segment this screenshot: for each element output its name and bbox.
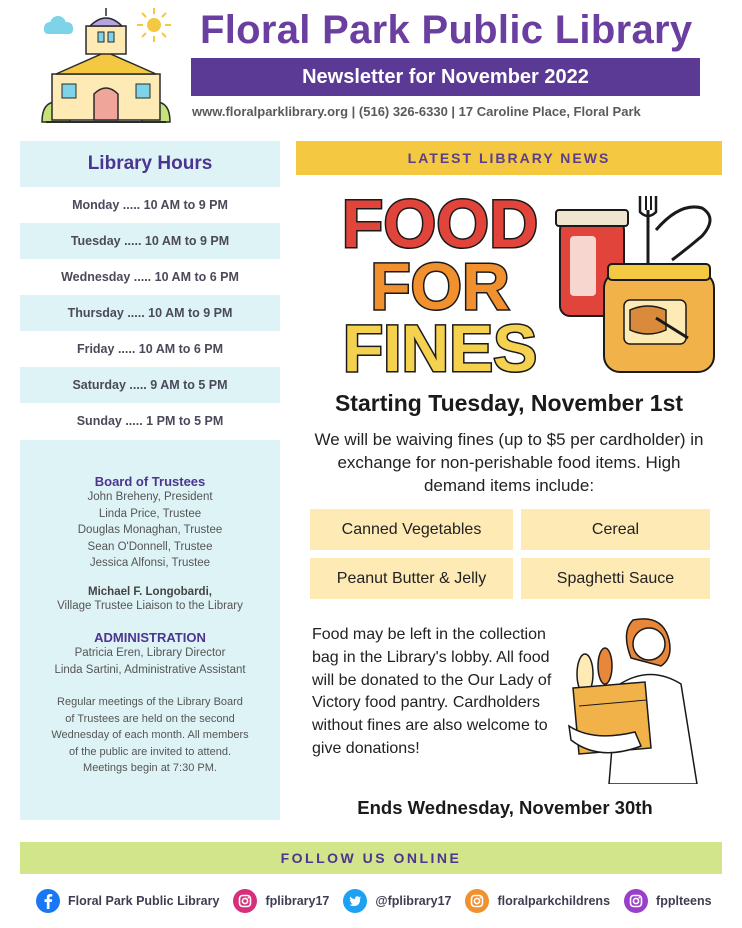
liaison-role: Village Trustee Liaison to the Library [57,599,243,612]
social-handle: fpplteens [656,894,712,908]
board-member: Linda Price, Trustee [98,507,202,520]
hours-row: Thursday ..... 10 AM to 9 PM [20,295,280,331]
meetings-line: of Trustees are held on the second [65,712,235,725]
food-for-fines-headline [330,185,550,385]
instagram-icon [233,889,257,913]
social-instagram-teens[interactable] [624,889,712,913]
dropoff-description: Food may be left in the collection bag in the Library's lobby. All food will be donated to the Our Lady of Victory food pantry. Cardholders without fines are also welcome to give donations! [312,626,552,757]
social-instagram-childrens[interactable] [465,889,610,913]
waive-description: We will be waiving fines (up to $5 per cardholder) in exchange for non-perishable food items. High demand items include: [314,430,704,495]
social-handle: @fplibrary17 [375,894,452,908]
meetings-note [20,694,280,777]
instagram-icon [465,889,489,913]
hours-row: Wednesday ..... 10 AM to 6 PM [61,270,239,284]
meetings-line: Meetings begin at 7:30 PM. [83,762,217,774]
admin-title: ADMINISTRATION [94,630,206,645]
person-with-grocery-bag-illustration [565,614,705,784]
hours-title: Library Hours [20,141,280,187]
start-date: Starting Tuesday, November 1st [334,390,684,416]
social-twitter[interactable] [343,889,451,913]
page-title: Floral Park Public Library [200,8,693,52]
hours-row: Friday ..... 10 AM to 6 PM [76,342,224,356]
contact-line: www.floralparklibrary.org | (516) 326-6330 | 17 Caroline Place, Floral Park [192,104,641,119]
follow-us-banner: FOLLOW US ONLINE [20,842,722,874]
meetings-line: of the public are invited to attend. [68,745,232,758]
demand-item: Canned Vegetables [310,509,513,550]
social-links [36,886,726,916]
demand-item: Peanut Butter & Jelly [310,558,513,599]
hours-row: Saturday ..... 9 AM to 5 PM [20,367,280,403]
social-handle: floralparkchildrens [497,894,611,908]
admin-member: Patricia Eren, Library Director [74,647,226,659]
board-member: Sean O'Donnell, Trustee [87,540,213,553]
hours-row: Tuesday ..... 10 AM to 9 PM [20,223,280,259]
twitter-icon [343,889,367,913]
jam-and-peanut-butter-jars-illustration [552,190,722,380]
board-member: Douglas Monaghan, Trustee [77,524,223,536]
liaison-name: Michael F. Longobardi, [88,585,212,598]
instagram-icon [624,889,648,913]
demand-item: Spaghetti Sauce [521,558,710,599]
latest-news-banner: LATEST LIBRARY NEWS [296,141,722,175]
demand-items-grid [310,509,710,599]
admin-member: Linda Sartini, Administrative Assistant [54,663,246,676]
social-handle: Floral Park Public Library [68,894,220,908]
hours-row: Sunday ..... 1 PM to 5 PM [76,414,224,428]
social-facebook[interactable] [36,889,219,913]
board-info-panel [20,440,280,820]
end-date: Ends Wednesday, November 30th [357,797,653,818]
meetings-line: Wednesday of each month. All members [51,729,249,741]
demand-item: Cereal [521,509,710,550]
board-member: John Breheny, President [87,491,213,503]
board-member: Jessica Alfonsi, Trustee [89,557,211,569]
headline-word: FOR [370,249,510,323]
library-building-logo [36,6,176,128]
newsletter-banner: Newsletter for November 2022 [191,58,700,96]
headline-word: FINES [342,311,538,385]
board-title: Board of Trustees [94,474,206,489]
facebook-icon [36,889,60,913]
social-handle: fplibrary17 [265,894,330,908]
headline-word: FOOD [341,186,539,262]
social-instagram[interactable] [233,889,329,913]
library-hours-panel [20,141,280,439]
meetings-line: Regular meetings of the Library Board [57,696,243,708]
hours-row: Monday ..... 10 AM to 9 PM [72,198,228,212]
